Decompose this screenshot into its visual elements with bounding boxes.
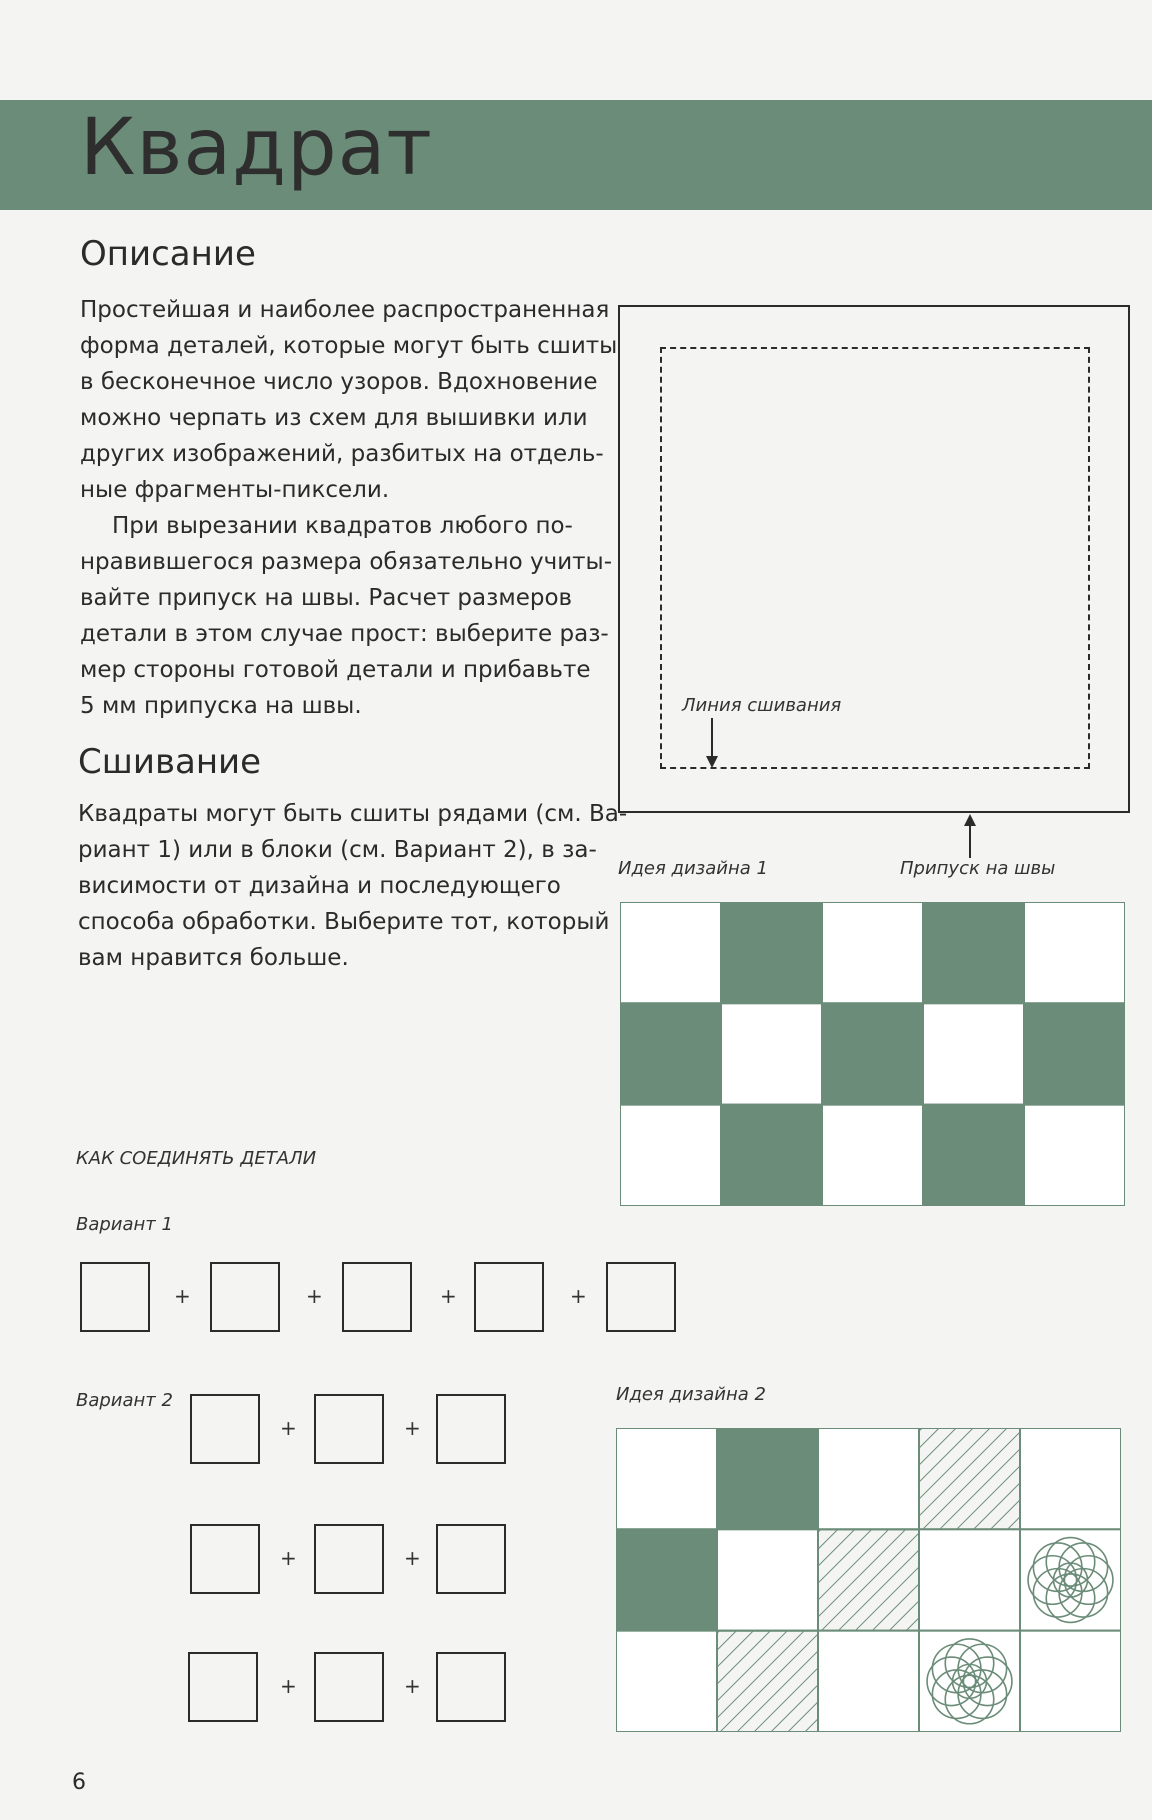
text-line: вайте припуск на швы. Расчет размеров: [80, 585, 573, 611]
design1-grid: [620, 902, 1125, 1206]
plus-sign: +: [404, 1416, 421, 1440]
seam-allowance-square: [618, 305, 1130, 813]
text-line: ные фрагменты-пиксели.: [80, 477, 390, 503]
quilt-cell-hatch: [818, 1529, 919, 1630]
quilt-cell-flower: [1020, 1529, 1121, 1630]
square-piece: [342, 1262, 412, 1332]
quilt-cell-white: [1024, 1105, 1125, 1206]
quilt-cell-flower: [919, 1631, 1020, 1732]
text-line: Простейшая и наиболее распространенная: [80, 297, 610, 323]
page-title: Квадрат: [80, 103, 433, 193]
quilt-cell-green: [620, 1003, 721, 1104]
square-piece: [314, 1394, 384, 1464]
quilt-cell-green: [721, 902, 822, 1003]
square-piece: [474, 1262, 544, 1332]
text-line: вам нравится больше.: [78, 945, 349, 971]
text-line: форма деталей, которые могут быть сшиты: [80, 333, 618, 359]
square-piece: [436, 1652, 506, 1722]
square-piece: [314, 1652, 384, 1722]
square-piece: [80, 1262, 150, 1332]
square-piece: [436, 1524, 506, 1594]
quilt-cell-white: [923, 1003, 1024, 1104]
quilt-cell-white: [818, 1428, 919, 1529]
square-piece: [606, 1262, 676, 1332]
allowance-label: Припуск на швы: [900, 858, 1056, 879]
square-piece: [190, 1394, 260, 1464]
quilt-cell-white: [822, 902, 923, 1003]
quilt-cell-green: [717, 1428, 818, 1529]
plus-sign: +: [174, 1284, 191, 1308]
quilt-cell-white: [1020, 1428, 1121, 1529]
variant1-label: Вариант 1: [76, 1214, 173, 1235]
square-piece: [210, 1262, 280, 1332]
plus-sign: +: [280, 1674, 297, 1698]
sewing-paragraph: [78, 796, 627, 976]
quilt-cell-white: [721, 1003, 822, 1104]
quilt-cell-white: [616, 1428, 717, 1529]
text-line: мер стороны готовой детали и прибавьте: [80, 657, 591, 683]
quilt-cell-white: [616, 1631, 717, 1732]
text-line: 5 мм припуска на швы.: [80, 693, 362, 719]
variant2-label: Вариант 2: [76, 1390, 173, 1411]
quilt-cell-white: [1024, 902, 1125, 1003]
quilt-cell-white: [822, 1105, 923, 1206]
design2-grid: [616, 1428, 1121, 1732]
description-paragraph-2: [80, 508, 612, 724]
text-line: можно черпать из схем для вышивки или: [80, 405, 588, 431]
text-line: детали в этом случае прост: выберите раз-: [80, 621, 609, 647]
quilt-cell-white: [818, 1631, 919, 1732]
square-piece: [436, 1394, 506, 1464]
text-line: других изображений, разбитых на отдель-: [80, 441, 604, 467]
plus-sign: +: [280, 1546, 297, 1570]
quilt-cell-green: [616, 1529, 717, 1630]
stitch-line-label: Линия сшивания: [682, 695, 842, 716]
text-line: висимости от дизайна и последующего: [78, 873, 561, 899]
square-piece: [188, 1652, 258, 1722]
plus-sign: +: [440, 1284, 457, 1308]
stitch-line-arrow-icon: [700, 718, 724, 770]
quilt-cell-green: [923, 902, 1024, 1003]
quilt-cell-white: [717, 1529, 818, 1630]
square-piece: [190, 1524, 260, 1594]
text-line: способа обработки. Выберите тот, который: [78, 909, 610, 935]
quilt-cell-hatch: [717, 1631, 818, 1732]
quilt-cell-white: [919, 1529, 1020, 1630]
text-line: в бесконечное число узоров. Вдохновение: [80, 369, 598, 395]
quilt-cell-white: [620, 902, 721, 1003]
plus-sign: +: [280, 1416, 297, 1440]
page-number: 6: [72, 1770, 86, 1795]
design1-caption: Идея дизайна 1: [618, 858, 768, 879]
square-piece: [314, 1524, 384, 1594]
plus-sign: +: [306, 1284, 323, 1308]
quilt-cell-green: [822, 1003, 923, 1104]
text-line: При вырезании квадратов любого по-: [112, 513, 573, 539]
quilt-cell-green: [721, 1105, 822, 1206]
plus-sign: +: [404, 1674, 421, 1698]
description-heading: Описание: [80, 234, 256, 274]
text-line: риант 1) или в блоки (см. Вариант 2), в за-: [78, 837, 597, 863]
allowance-arrow-icon: [958, 814, 982, 858]
quilt-cell-green: [923, 1105, 1024, 1206]
description-paragraph-1: [80, 292, 617, 508]
sewing-heading: Сшивание: [78, 742, 262, 782]
design2-caption: Идея дизайна 2: [616, 1384, 766, 1405]
text-line: Квадраты могут быть сшиты рядами (см. Ва-: [78, 801, 628, 827]
quilt-cell-hatch: [919, 1428, 1020, 1529]
quilt-cell-green: [1024, 1003, 1125, 1104]
plus-sign: +: [404, 1546, 421, 1570]
plus-sign: +: [570, 1284, 587, 1308]
how-to-join-heading: КАК СОЕДИНЯТЬ ДЕТАЛИ: [76, 1148, 317, 1169]
quilt-cell-white: [620, 1105, 721, 1206]
quilt-cell-white: [1020, 1631, 1121, 1732]
text-line: нравившегося размера обязательно учиты-: [80, 549, 613, 575]
